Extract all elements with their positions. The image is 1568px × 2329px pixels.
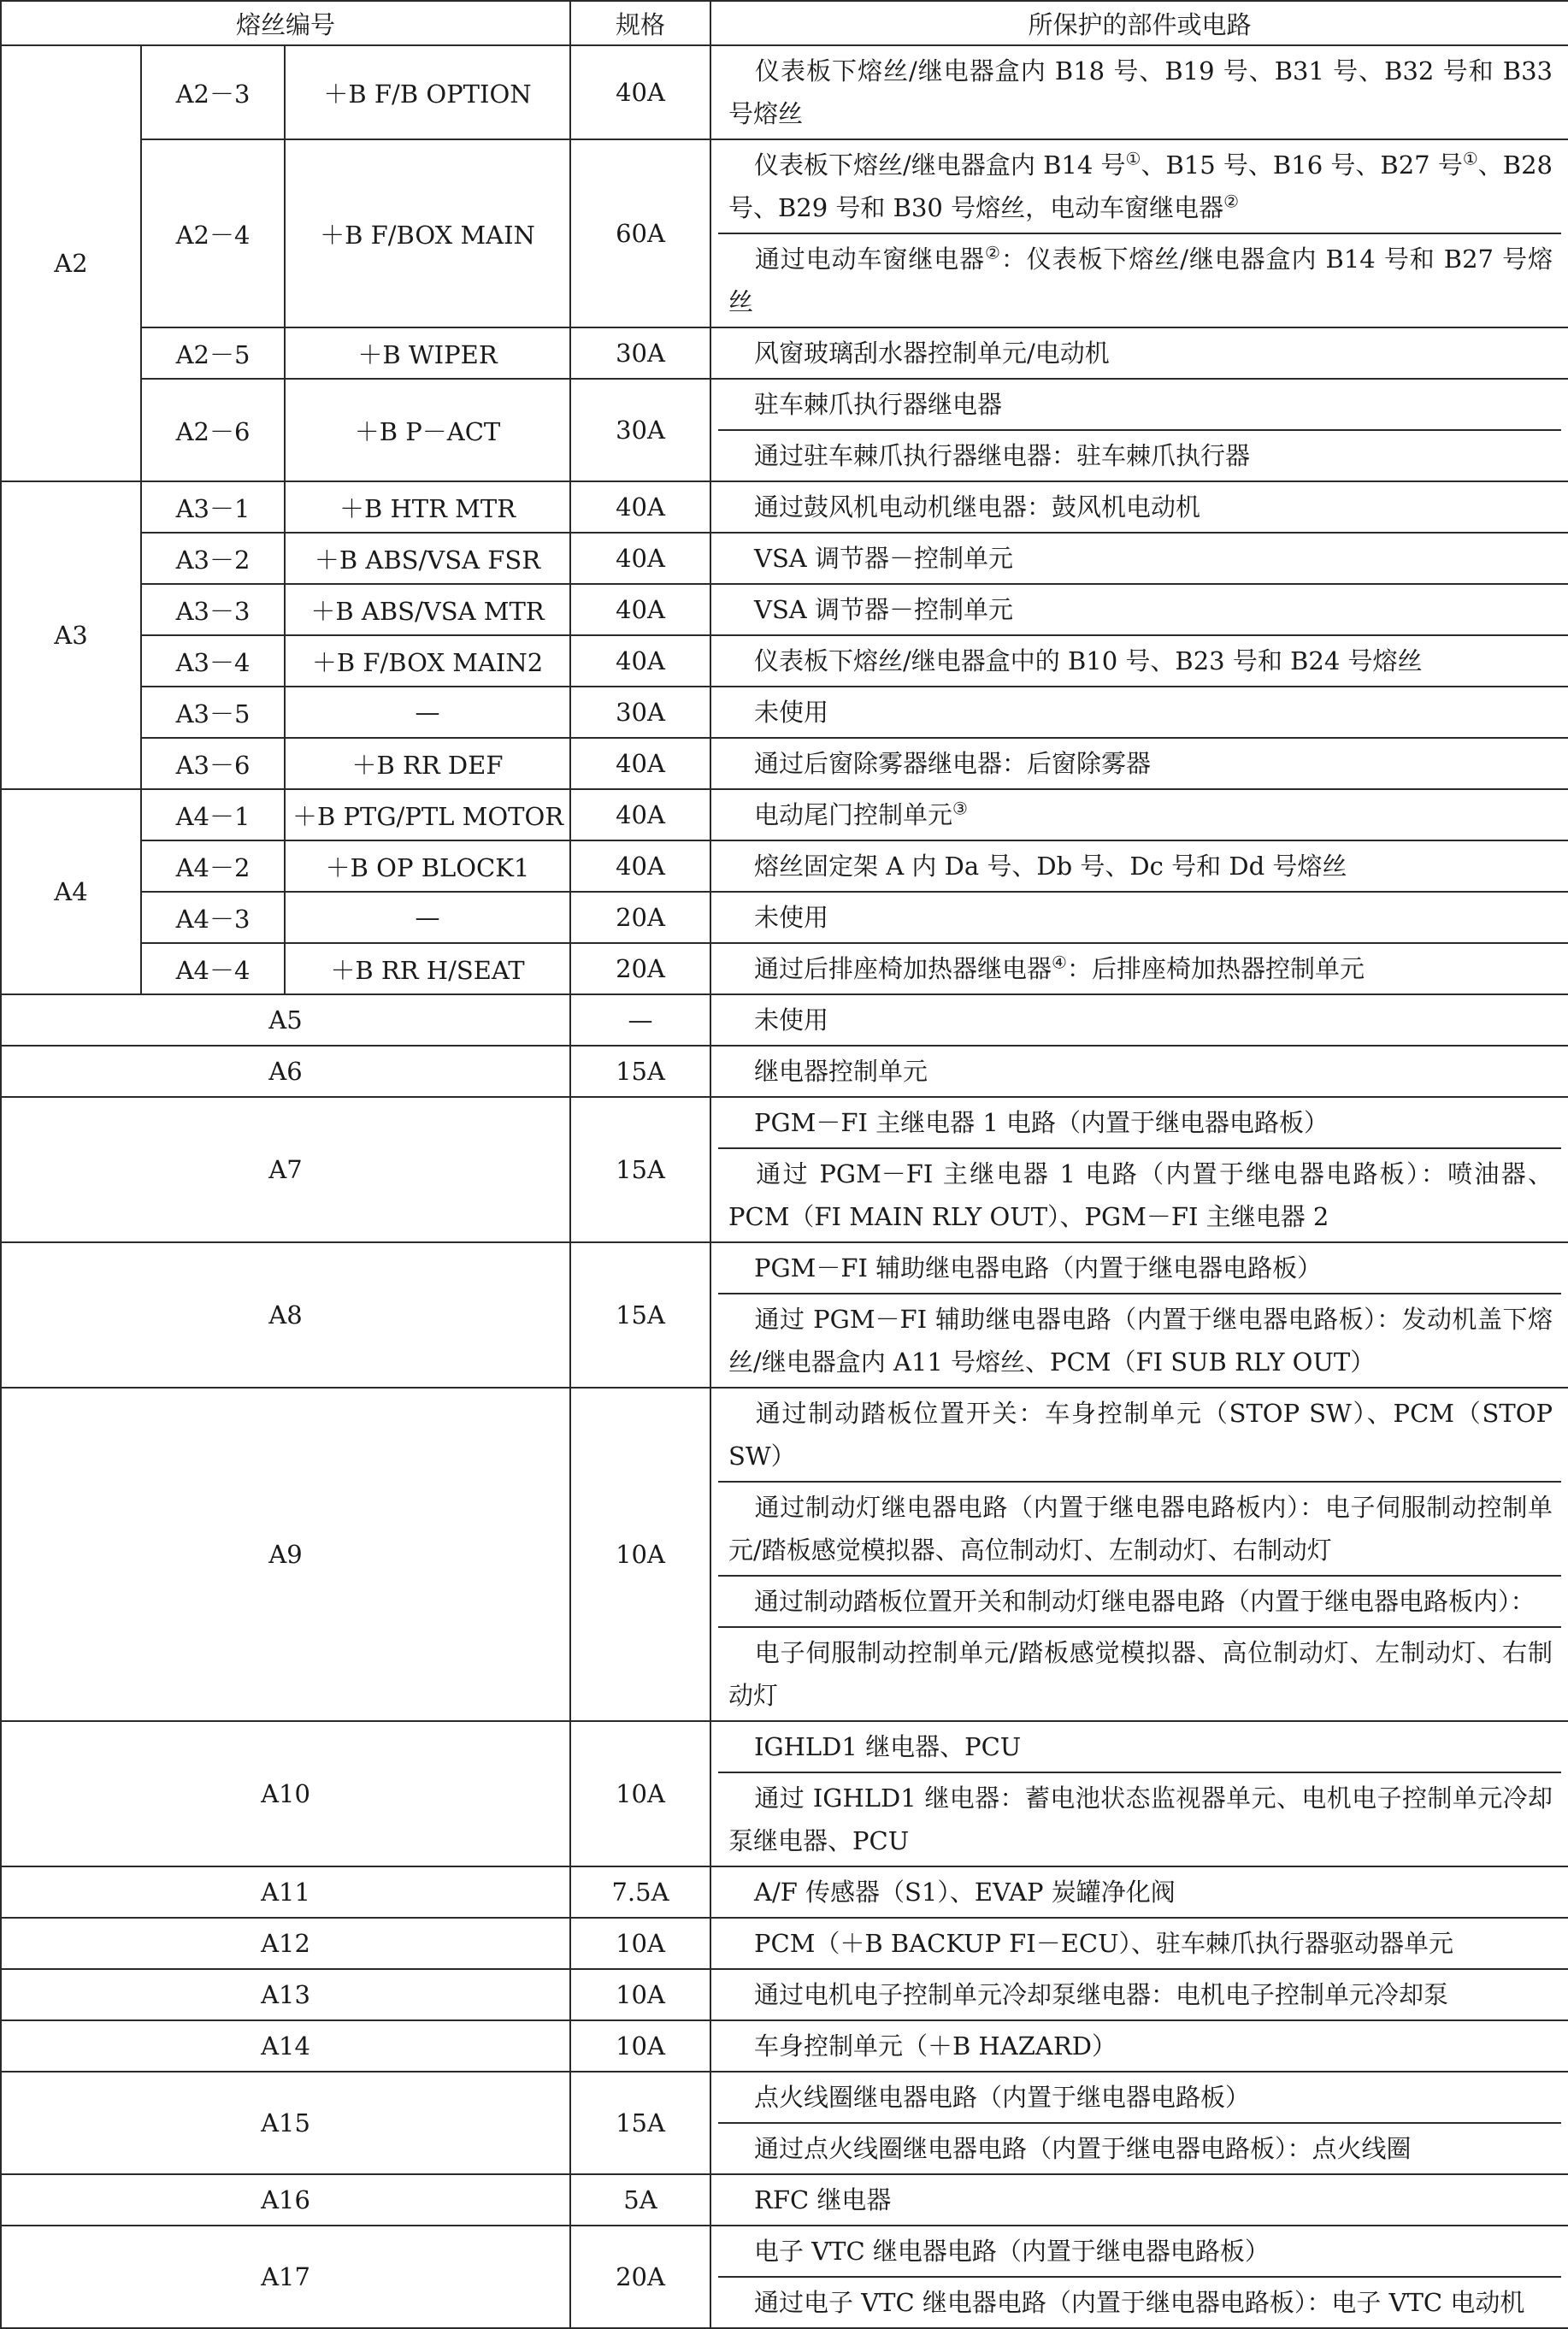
fuse-desc-cell xyxy=(710,892,1568,943)
fuse-desc-cell xyxy=(710,379,1568,481)
table-row xyxy=(1,789,1568,840)
fuse-rating-cell: 40A xyxy=(570,840,710,892)
fuse-rating-cell: 30A xyxy=(570,687,710,738)
fuse-desc-cell xyxy=(710,1866,1568,1918)
desc-line: 未使用 xyxy=(754,698,829,727)
fuse-desc-cell xyxy=(710,1969,1568,2020)
fuse-rating-cell: 15A xyxy=(570,2072,710,2174)
table-row xyxy=(1,584,1568,635)
note-marker: ② xyxy=(1223,191,1240,212)
table-row xyxy=(1,45,1568,139)
desc-line: 通过 IGHLD1 继电器：蓄电池状态监视器单元、电机电子控制单元冷却泵继电器、PCU xyxy=(718,1772,1561,1866)
fuse-id-cell: A4－4 xyxy=(141,943,285,994)
desc-line: 通过 PGM－FI 主继电器 1 电路（内置于继电器电路板）：喷油器、PCM（FI MAIN RLY OUT）、PGM－FI 主继电器 2 xyxy=(718,1147,1561,1241)
desc-line: 仪表板下熔丝/继电器盒内 B14 号①、B15 号、B16 号、B27 号①、B28 号、B29 号和 B30 号熔丝，电动车窗继电器② xyxy=(728,148,1553,222)
fuse-id-cell: A4－2 xyxy=(141,840,285,892)
fuse-rating-cell: 10A xyxy=(570,1388,710,1721)
fuse-rating-cell: 15A xyxy=(570,1046,710,1097)
fuse-desc-cell xyxy=(710,738,1568,789)
fuse-rating-cell: 20A xyxy=(570,2226,710,2328)
desc-line: 通过后排座椅加热器继电器④：后排座椅加热器控制单元 xyxy=(754,952,1365,983)
table-row xyxy=(1,892,1568,943)
fuse-rating-cell: — xyxy=(570,994,710,1046)
desc-line: PCM（＋B BACKUP FI－ECU）、驻车棘爪执行器驱动器单元 xyxy=(754,1929,1454,1958)
fuse-id-cell: A6 xyxy=(1,1046,570,1097)
desc-line: IGHLD1 继电器、PCU xyxy=(754,1732,1022,1761)
fuse-id-cell: A3－1 xyxy=(141,481,285,533)
desc-line: 通过制动踏板位置开关：车身控制单元（STOP SW）、PCM（STOP SW） xyxy=(728,1399,1553,1471)
fuse-id-cell: A13 xyxy=(1,1969,570,2020)
table-row xyxy=(1,1918,1568,1969)
fuse-name-cell: ＋B ABS/VSA MTR xyxy=(285,584,570,635)
desc-line: 通过制动踏板位置开关和制动灯继电器电路（内置于继电器电路板内）： xyxy=(718,1575,1561,1626)
desc-line: 继电器控制单元 xyxy=(754,1057,928,1086)
fuse-rating-cell: 10A xyxy=(570,1918,710,1969)
note-marker: ① xyxy=(1125,148,1141,169)
fuse-name-cell: ＋B P－ACT xyxy=(285,379,570,481)
desc-line: PGM－FI 辅助继电器电路（内置于继电器电路板） xyxy=(754,1253,1323,1282)
fuse-id-cell: A14 xyxy=(1,2020,570,2072)
desc-line: 通过后窗除雾器继电器：后窗除雾器 xyxy=(754,749,1152,778)
fuse-name-cell: — xyxy=(285,892,570,943)
table-row xyxy=(1,943,1568,994)
fuse-rating-cell: 20A xyxy=(570,943,710,994)
fuse-rating-cell: 40A xyxy=(570,738,710,789)
fuse-desc-cell xyxy=(710,584,1568,635)
fuse-id-cell: A3－2 xyxy=(141,533,285,584)
fuse-rating-cell: 40A xyxy=(570,533,710,584)
table-row xyxy=(1,481,1568,533)
table-row xyxy=(1,2020,1568,2072)
desc-line: 通过电子 VTC 继电器电路（内置于继电器电路板）：电子 VTC 电动机 xyxy=(718,2276,1561,2327)
table-row xyxy=(1,2174,1568,2226)
fuse-desc-cell xyxy=(710,2226,1568,2328)
desc-line: 熔丝固定架 A 内 Da 号、Db 号、Dc 号和 Dd 号熔丝 xyxy=(754,852,1347,881)
desc-line: VSA 调节器－控制单元 xyxy=(754,595,1013,624)
fuse-rating-cell: 40A xyxy=(570,481,710,533)
fuse-name-cell: ＋B OP BLOCK1 xyxy=(285,840,570,892)
table-row xyxy=(1,1388,1568,1721)
desc-line: 未使用 xyxy=(754,1005,829,1035)
desc-line: VSA 调节器－控制单元 xyxy=(754,544,1013,573)
fuse-rating-cell: 15A xyxy=(570,1242,710,1388)
fuse-desc-cell xyxy=(710,994,1568,1046)
fuse-id-cell: A3－3 xyxy=(141,584,285,635)
table-row xyxy=(1,327,1568,379)
fuse-id-cell: A2－6 xyxy=(141,379,285,481)
desc-line: 通过驻车棘爪执行器继电器：驻车棘爪执行器 xyxy=(718,429,1561,481)
desc-line: 通过制动灯继电器电路（内置于继电器电路板内）：电子伺服制动控制单元/踏板感觉模拟器、高位制动灯、左制动灯、右制动灯 xyxy=(718,1481,1561,1575)
fuse-rating-cell: 20A xyxy=(570,892,710,943)
fuse-id-cell: A15 xyxy=(1,2072,570,2174)
fuse-name-cell: — xyxy=(285,687,570,738)
desc-line: 通过鼓风机电动机继电器：鼓风机电动机 xyxy=(754,492,1201,522)
fuse-id-cell: A3－4 xyxy=(141,635,285,687)
table-row xyxy=(1,738,1568,789)
fuse-id-cell: A4－3 xyxy=(141,892,285,943)
fuse-desc-cell xyxy=(710,943,1568,994)
desc-line: 点火线圈继电器电路（内置于继电器电路板） xyxy=(754,2083,1251,2112)
table-row xyxy=(1,994,1568,1046)
fuse-id-cell: A2－3 xyxy=(141,45,285,139)
fuse-id-cell: A11 xyxy=(1,1866,570,1918)
fuse-id-cell: A16 xyxy=(1,2174,570,2226)
fuse-id-cell: A5 xyxy=(1,994,570,1046)
fuse-table-body xyxy=(1,45,1568,2328)
fuse-name-cell: ＋B HTR MTR xyxy=(285,481,570,533)
fuse-desc-cell xyxy=(710,1721,1568,1866)
fuse-rating-cell: 30A xyxy=(570,379,710,481)
fuse-rating-cell: 40A xyxy=(570,789,710,840)
header-row xyxy=(1,1,1568,45)
fuse-id-cell: A4－1 xyxy=(141,789,285,840)
fuse-id-cell: A8 xyxy=(1,1242,570,1388)
table-row xyxy=(1,687,1568,738)
header-rating: 规格 xyxy=(570,1,710,45)
desc-line: PGM－FI 主继电器 1 电路（内置于继电器电路板） xyxy=(754,1108,1329,1137)
fuse-desc-cell xyxy=(710,533,1568,584)
note-marker: ④ xyxy=(1052,952,1067,973)
table-row xyxy=(1,1097,1568,1242)
fuse-desc-cell xyxy=(710,840,1568,892)
fuse-name-cell: ＋B F/BOX MAIN xyxy=(285,139,570,327)
fuse-rating-cell: 30A xyxy=(570,327,710,379)
desc-line: 电子伺服制动控制单元/踏板感觉模拟器、高位制动灯、左制动灯、右制动灯 xyxy=(718,1626,1561,1720)
fuse-name-cell: ＋B F/BOX MAIN2 xyxy=(285,635,570,687)
fuse-id-cell: A2－5 xyxy=(141,327,285,379)
fuse-rating-cell: 40A xyxy=(570,584,710,635)
desc-line: A/F 传感器（S1）、EVAP 炭罐净化阀 xyxy=(754,1878,1176,1907)
fuse-desc-cell xyxy=(710,635,1568,687)
desc-line: 未使用 xyxy=(754,903,829,932)
fuse-group-cell: A3 xyxy=(1,481,141,789)
fuse-rating-cell: 15A xyxy=(570,1097,710,1242)
fuse-desc-cell xyxy=(710,1388,1568,1721)
fuse-desc-cell xyxy=(710,789,1568,840)
fuse-desc-cell xyxy=(710,1918,1568,1969)
table-row xyxy=(1,1969,1568,2020)
fuse-name-cell: ＋B RR H/SEAT xyxy=(285,943,570,994)
header-protected: 所保护的部件或电路 xyxy=(710,1,1568,45)
fuse-desc-cell xyxy=(710,2174,1568,2226)
note-marker: ① xyxy=(1462,148,1478,169)
fuse-rating-cell: 5A xyxy=(570,2174,710,2226)
desc-line: 电子 VTC 继电器电路（内置于继电器电路板） xyxy=(754,2237,1270,2266)
desc-line: 风窗玻璃刮水器控制单元/电动机 xyxy=(754,339,1110,368)
fuse-id-cell: A3－5 xyxy=(141,687,285,738)
fuse-name-cell: ＋B WIPER xyxy=(285,327,570,379)
fuse-id-cell: A9 xyxy=(1,1388,570,1721)
note-marker: ③ xyxy=(952,798,968,819)
fuse-rating-cell: 10A xyxy=(570,1969,710,2020)
fuse-id-cell: A10 xyxy=(1,1721,570,1866)
fuse-desc-cell xyxy=(710,327,1568,379)
fuse-rating-cell: 10A xyxy=(570,1721,710,1866)
desc-line: 通过 PGM－FI 辅助继电器电路（内置于继电器电路板）：发动机盖下熔丝/继电器盒内 A11 号熔丝、PCM（FI SUB RLY OUT） xyxy=(718,1293,1561,1387)
fuse-rating-cell: 60A xyxy=(570,139,710,327)
note-marker: ② xyxy=(985,242,1001,263)
table-row xyxy=(1,379,1568,481)
fuse-name-cell: ＋B PTG/PTL MOTOR xyxy=(285,789,570,840)
fuse-group-cell: A2 xyxy=(1,45,141,481)
fuse-desc-cell xyxy=(710,139,1568,327)
table-row xyxy=(1,1242,1568,1388)
table-row xyxy=(1,533,1568,584)
desc-line: 通过点火线圈继电器电路（内置于继电器电路板）：点火线圈 xyxy=(718,2122,1561,2173)
table-row xyxy=(1,139,1568,327)
fuse-desc-cell xyxy=(710,2020,1568,2072)
table-row xyxy=(1,1866,1568,1918)
header-fuse-no: 熔丝编号 xyxy=(1,1,570,45)
table-row xyxy=(1,635,1568,687)
fuse-desc-cell xyxy=(710,1046,1568,1097)
fuse-id-cell: A7 xyxy=(1,1097,570,1242)
desc-line: 驻车棘爪执行器继电器 xyxy=(754,390,1003,419)
fuse-rating-cell: 7.5A xyxy=(570,1866,710,1918)
desc-line: 通过电动车窗继电器②：仪表板下熔丝/继电器盒内 B14 号和 B27 号熔丝 xyxy=(718,233,1561,327)
desc-line: 仪表板下熔丝/继电器盒内 B18 号、B19 号、B31 号、B32 号和 B33 号熔丝 xyxy=(728,56,1553,128)
fuse-group-cell: A4 xyxy=(1,789,141,994)
table-row xyxy=(1,1046,1568,1097)
fuse-rating-cell: 40A xyxy=(570,45,710,139)
table-row xyxy=(1,2072,1568,2174)
desc-line: 仪表板下熔丝/继电器盒中的 B10 号、B23 号和 B24 号熔丝 xyxy=(754,646,1423,675)
fuse-desc-cell xyxy=(710,1242,1568,1388)
table-row xyxy=(1,1721,1568,1866)
fuse-desc-cell xyxy=(710,687,1568,738)
fuse-name-cell: ＋B RR DEF xyxy=(285,738,570,789)
fuse-desc-cell xyxy=(710,45,1568,139)
desc-line: 通过电机电子控制单元冷却泵继电器：电机电子控制单元冷却泵 xyxy=(754,1980,1449,2009)
table-row xyxy=(1,840,1568,892)
fuse-name-cell: ＋B F/B OPTION xyxy=(285,45,570,139)
desc-line: RFC 继电器 xyxy=(754,2185,892,2214)
fuse-id-cell: A2－4 xyxy=(141,139,285,327)
fuse-rating-cell: 40A xyxy=(570,635,710,687)
fuse-desc-cell xyxy=(710,481,1568,533)
fuse-desc-cell xyxy=(710,1097,1568,1242)
fuse-name-cell: ＋B ABS/VSA FSR xyxy=(285,533,570,584)
table-row xyxy=(1,2226,1568,2328)
fuse-id-cell: A12 xyxy=(1,1918,570,1969)
fuse-desc-cell xyxy=(710,2072,1568,2174)
fuse-id-cell: A17 xyxy=(1,2226,570,2328)
desc-line: 电动尾门控制单元③ xyxy=(754,798,968,829)
desc-line: 车身控制单元（＋B HAZARD） xyxy=(754,2031,1117,2061)
fuse-rating-cell: 10A xyxy=(570,2020,710,2072)
fuse-id-cell: A3－6 xyxy=(141,738,285,789)
